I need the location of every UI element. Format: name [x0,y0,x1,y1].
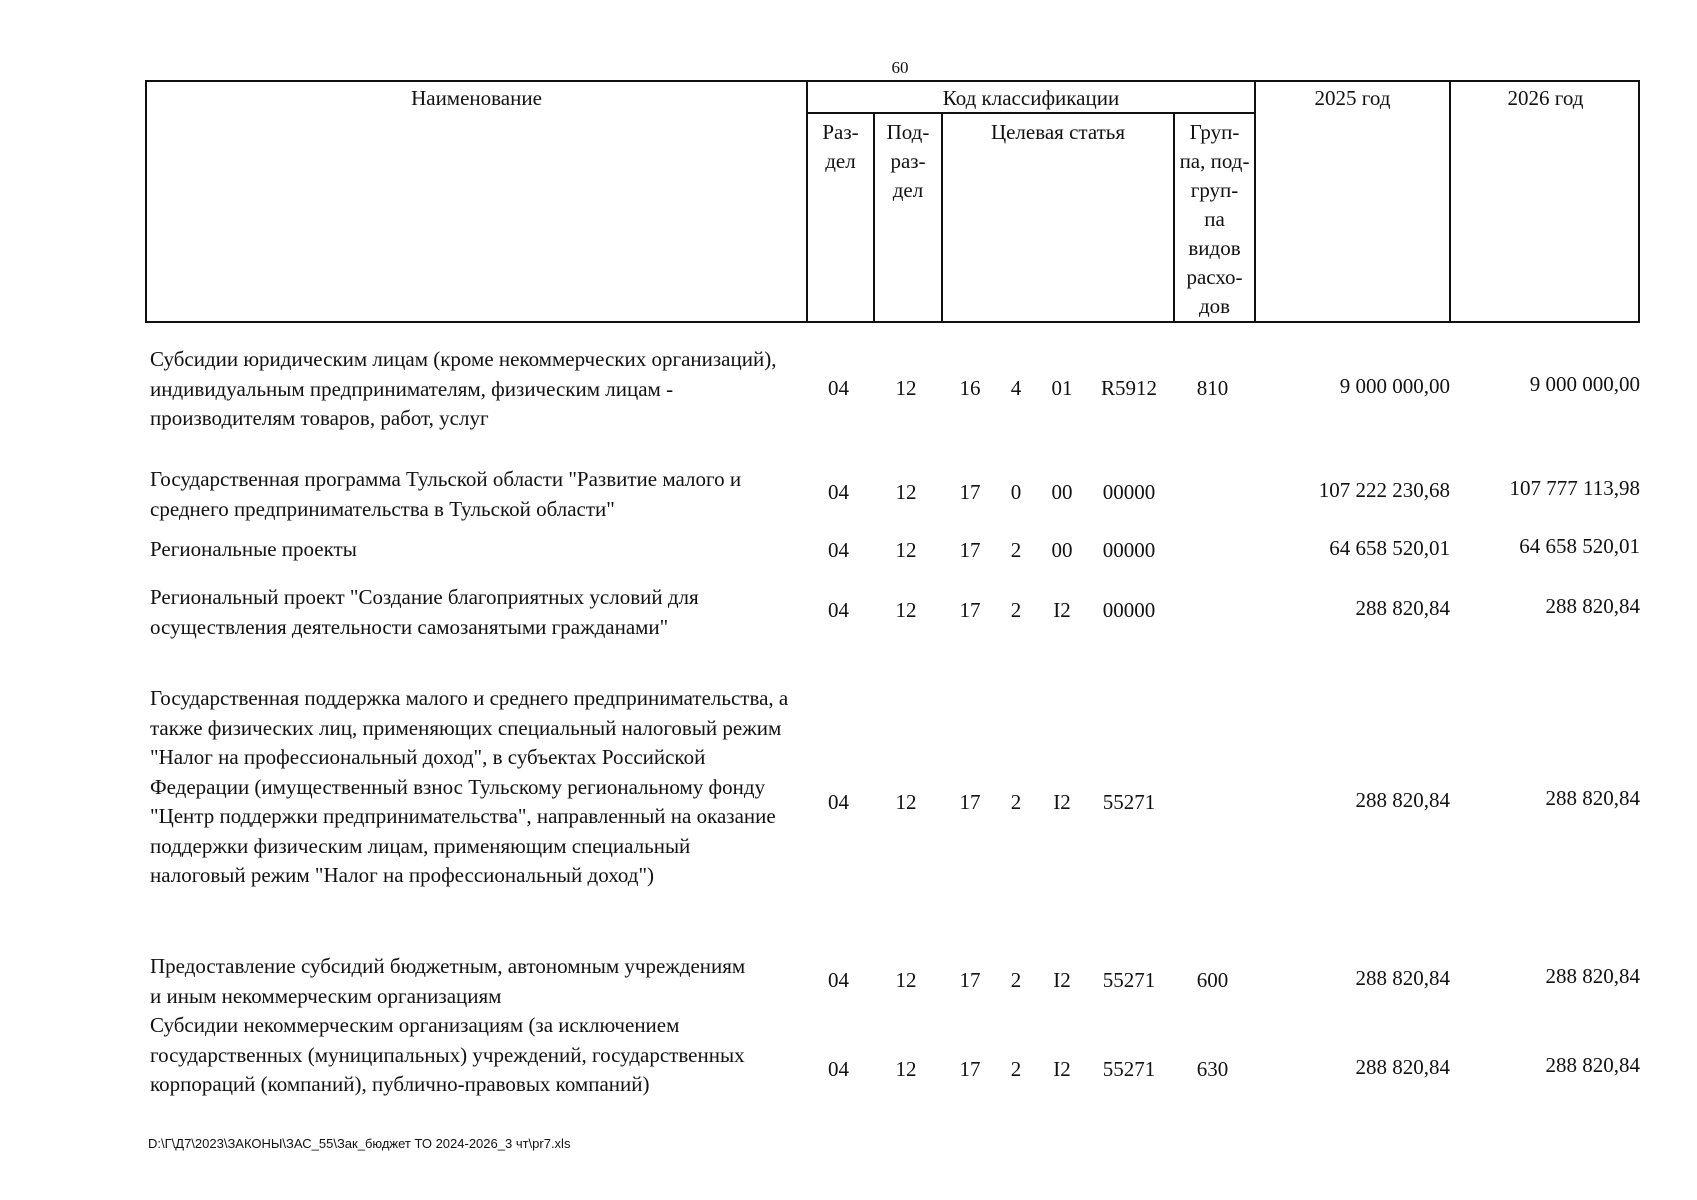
table-header [145,80,1640,323]
page-number: 60 [891,58,909,77]
cell-2026: 64 658 520,01 [1519,534,1640,558]
cell-cs4: 55271 [1102,790,1156,814]
cell-cs3: I2 [1053,790,1071,814]
cell-cs2: 0 [1010,480,1022,504]
cell-2026: 288 820,84 [1545,964,1640,988]
cell-cs1: 17 [959,598,981,622]
cell-cs3: 01 [1051,376,1073,400]
cell-vid: 810 [1196,376,1229,400]
row-name: Государственная поддержка малого и среднего предпринимательства, а также физических лиц, применяющих специальный налоговый режим "Налог на профессиональный доход", в субъектах Российской Федерации (имущественный взнос Тульскому региональному фонду "Центр поддержки предпринимательства", направленный на оказание поддержки физическим лицам, применяющим специальный налоговый режим "Налог на профессиональный доход") [150,686,789,887]
cell-cs3: 00 [1051,480,1073,504]
header-classification: Код классификации [942,86,1120,110]
cell-2025: 288 820,84 [1355,596,1450,620]
cell-cs2: 2 [1010,968,1022,992]
header-expense-group: Груп- па, под- груп- па видов расхо- дов [1179,120,1250,318]
header-target-article: Целевая статья [990,120,1126,144]
cell-cs1: 17 [959,480,981,504]
cell-2025: 288 820,84 [1355,788,1450,812]
row-name: Субсидии юридическим лицам (кроме некоммерческих организаций), индивидуальным предпринимателям, физическим лицам - производителям товаров, работ, услуг [150,347,777,430]
cell-2026: 288 820,84 [1545,1053,1640,1077]
cell-2025: 288 820,84 [1355,966,1450,990]
cell-razdel: 04 [828,538,849,562]
cell-razdel: 04 [828,968,849,992]
cell-2026: 107 777 113,98 [1509,476,1640,500]
cell-cs3: I2 [1053,598,1071,622]
row-name: Региональный проект "Создание благоприятных условий для осуществления деятельности самозанятыми гражданами" [150,585,699,639]
cell-cs3: 00 [1051,538,1073,562]
header-name: Наименование [411,86,542,110]
header-year-2025: 2025 год [1314,86,1391,110]
cell-2025: 288 820,84 [1355,1055,1450,1079]
cell-cs1: 16 [959,376,981,400]
cell-vid: 600 [1196,968,1229,992]
cell-cs4: 55271 [1102,968,1156,992]
cell-2026: 288 820,84 [1545,594,1640,618]
cell-cs3: I2 [1053,1057,1071,1081]
cell-2026: 9 000 000,00 [1529,372,1640,396]
header-subsection: Под- раз- дел [886,120,930,202]
cell-cs1: 17 [959,1057,981,1081]
row-name: Субсидии некоммерческим организациям (за исключением государственных (муниципальных) учреждений, государственных корпораций (компаний), публично-правовых компаний) [150,1013,745,1096]
cell-cs3: I2 [1053,968,1071,992]
cell-razdel: 04 [828,480,849,504]
cell-podrazdel: 12 [895,1057,917,1081]
header-section: Раз- дел [822,120,859,173]
cell-podrazdel: 12 [895,376,917,400]
cell-vid: 630 [1196,1057,1229,1081]
cell-cs4: R5912 [1100,376,1157,400]
cell-2025: 107 222 230,68 [1318,478,1450,502]
cell-razdel: 04 [828,376,849,400]
cell-2025: 64 658 520,01 [1329,536,1450,560]
cell-cs2: 2 [1010,538,1022,562]
cell-podrazdel: 12 [895,598,917,622]
divider [1449,82,1451,323]
cell-cs4: 00000 [1102,538,1156,562]
footer-file-path: D:\Г\Д7\2023\ЗАКОНЫ\ЗАС_55\Зак_бюджет ТО 2024-2026_3 чт\pr7.xls [148,1136,571,1151]
cell-razdel: 04 [828,790,849,814]
cell-razdel: 04 [828,1057,849,1081]
cell-cs1: 17 [959,790,981,814]
cell-cs2: 2 [1010,790,1022,814]
divider [1254,82,1256,323]
cell-cs4: 55271 [1102,1057,1156,1081]
cell-podrazdel: 12 [895,968,917,992]
cell-podrazdel: 12 [895,480,917,504]
row-name: Региональные проекты [150,537,357,561]
cell-cs2: 4 [1010,376,1022,400]
cell-2026: 288 820,84 [1545,786,1640,810]
row-name: Государственная программа Тульской области "Развитие малого и среднего предпринимательства в Тульской области" [150,467,742,521]
row-name: Предоставление субсидий бюджетным, автономным учреждениям и иным некоммерческим организациям [150,954,746,1008]
cell-cs4: 00000 [1102,480,1156,504]
cell-cs4: 00000 [1102,598,1156,622]
cell-podrazdel: 12 [895,538,917,562]
cell-cs2: 2 [1010,1057,1022,1081]
cell-cs1: 17 [959,538,981,562]
cell-cs1: 17 [959,968,981,992]
cell-podrazdel: 12 [895,790,917,814]
cell-cs2: 2 [1010,598,1022,622]
header-year-2026: 2026 год [1507,86,1584,110]
cell-2025: 9 000 000,00 [1339,374,1450,398]
cell-razdel: 04 [828,598,849,622]
